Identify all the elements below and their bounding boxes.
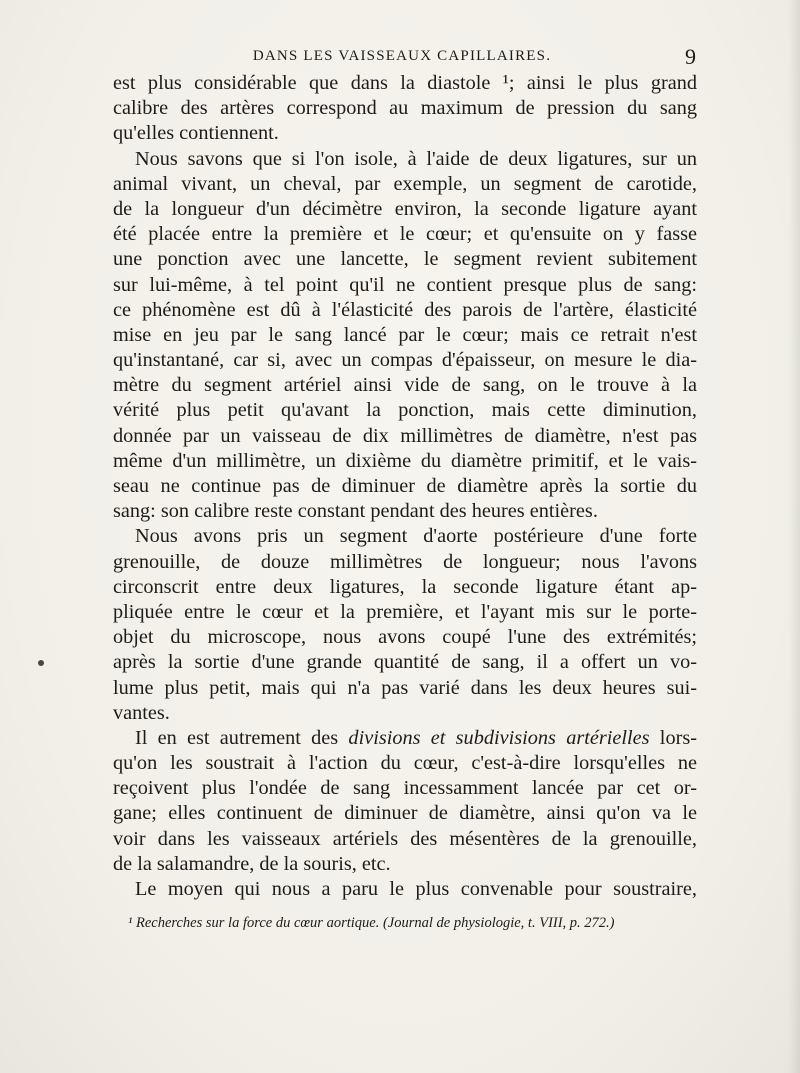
- ink-speck: [38, 660, 44, 666]
- text-line: sur lui-même, à tel point qu'il ne contient presque plus de sang:: [113, 273, 697, 296]
- text-line: qu'instantané, car si, avec un compas d'épaisseur, on mesure le dia-: [113, 349, 697, 372]
- footnote: ¹ Recherches sur la force du cœur aortique. (Journal de physiologie, t. VIII, p. 272.): [128, 915, 615, 931]
- text-line: Nous avons pris un segment d'aorte postérieure d'une forte: [135, 525, 697, 548]
- body-text: [113, 71, 697, 902]
- text-line: donnée par un vaisseau de dix millimètres de diamètre, n'est pas: [113, 424, 697, 447]
- running-title: DANS LES VAISSEAUX CAPILLAIRES.: [252, 48, 552, 64]
- text-line: de la longueur d'un décimètre environ, la seconde ligature ayant: [113, 197, 697, 220]
- text-line: pliquée entre le cœur et la première, et l'ayant mis sur le porte-: [113, 600, 697, 623]
- text-line: de la salamandre, de la souris, etc.: [113, 852, 391, 875]
- text-line: seau ne continue pas de diminuer de diamètre après la sortie du: [113, 475, 697, 497]
- text-line: grenouille, de douze millimètres de longueur; nous l'avons: [113, 550, 697, 573]
- text-line: même d'un millimètre, un dixième du diamètre primitif, et le vais-: [113, 449, 697, 472]
- page-header: [116, 44, 696, 74]
- text-line: sang: son calibre reste constant pendant des heures entières.: [113, 500, 598, 523]
- text-line: qu'on les soustrait à l'action du cœur, c'est-à-dire lorsqu'elles ne: [113, 752, 697, 775]
- text-line: ce phénomène est dû à l'élasticité des parois de l'artère, élasticité: [113, 298, 697, 321]
- text-line: Il en est autrement des divisions et subdivisions artérielles lors-: [135, 726, 697, 749]
- text-line: qu'elles contiennent.: [113, 122, 279, 145]
- page-edge-shadow: [788, 0, 800, 1073]
- text-line: voir dans les vaisseaux artériels des mésentères de la grenouille,: [113, 827, 697, 850]
- text-line: mise en jeu par le sang lancé par le cœur; mais ce retrait n'est: [113, 323, 697, 346]
- text-line: reçoivent plus l'ondée de sang incessamment lancée par cet or-: [113, 777, 697, 800]
- text-line: lume plus petit, mais qui n'a pas varié dans les deux heures sui-: [113, 676, 697, 699]
- text-line: mètre du segment artériel ainsi vide de sang, on le trouve à la: [113, 374, 697, 397]
- text-line: est plus considérable que dans la diastole ¹; ainsi le plus grand: [113, 72, 697, 94]
- text-line: animal vivant, un cheval, par exemple, un segment de carotide,: [113, 172, 697, 195]
- text-line: Nous savons que si l'on isole, à l'aide de deux ligatures, sur un: [135, 147, 697, 170]
- emphasis: divisions et subdivisions artérielles: [348, 726, 650, 749]
- text-line: gane; elles continuent de diminuer de diamètre, ainsi qu'on va le: [113, 802, 697, 825]
- text-line: une ponction avec une lancette, le segment revient subitement: [113, 248, 697, 271]
- text-line: vérité plus petit qu'avant la ponction, mais cette diminution,: [113, 399, 697, 422]
- text-line: circonscrit entre deux ligatures, la seconde ligature étant ap-: [113, 575, 697, 598]
- text-line: été placée entre la première et le cœur; et qu'ensuite on y fasse: [113, 223, 697, 246]
- text-line: objet du microscope, nous avons coupé l'une des extrémités;: [113, 626, 697, 649]
- text-line: vantes.: [113, 701, 170, 724]
- text-line: Le moyen qui nous a paru le plus convenable pour soustraire,: [135, 878, 697, 900]
- page-number: 9: [685, 44, 696, 69]
- text-line: calibre des artères correspond au maximum de pression du sang: [113, 97, 697, 120]
- text-line: après la sortie d'une grande quantité de sang, il a offert un vo-: [113, 651, 697, 674]
